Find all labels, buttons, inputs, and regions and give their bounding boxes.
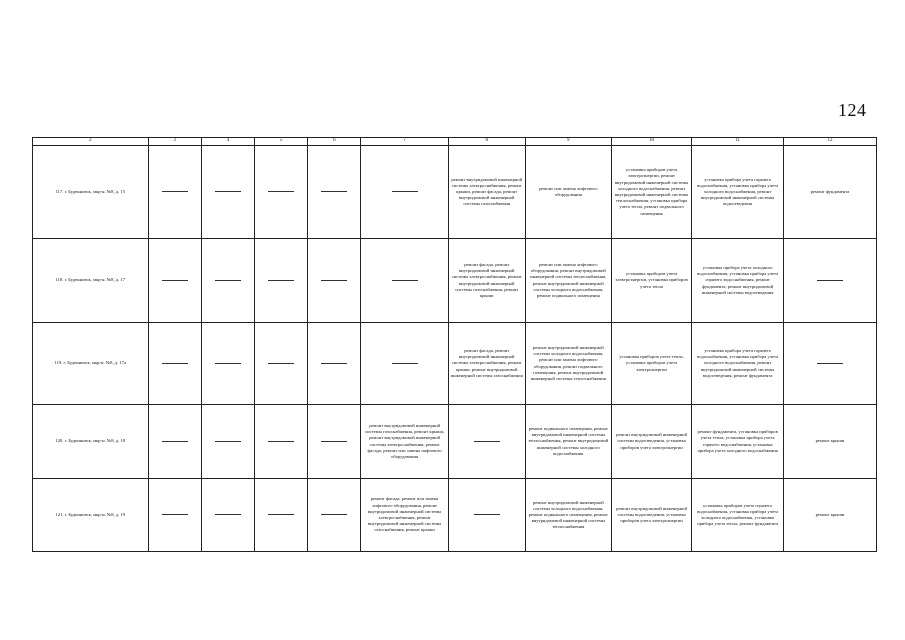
dash-mark [162, 280, 188, 281]
dash-mark [321, 441, 347, 442]
work-cell: ремонт подвального помещения, ремонт внутридомовой инженерной системы теплоснабжения, ремонт внутридомовой инженерной системы холодного водоснабжения [525, 405, 611, 479]
work-cell: установка прибора учета холодного водоснабжения, установка прибора учета горячего водоснабжения, ремонт фундамента, ремонт внутридомовой инженерной системы водоотведения [692, 239, 784, 323]
empty-cell [255, 405, 308, 479]
empty-cell [148, 405, 201, 479]
column-header: 6 [308, 138, 361, 146]
page-number: 124 [838, 100, 867, 120]
row-number: 118. [55, 277, 64, 283]
work-cell: установка приборов учета электроэнергии, ремонт внутридомовой инженерной системы холодного водоснабжения, ремонт внутридомовой инженерной системы теплоснабжения, установка прибора учета тепла, ремонт подвального помещения [611, 146, 691, 239]
address-text: г. Буденновск, мкр-н. №8, д. 17 [64, 277, 125, 283]
address-text: г. Буденновск, мкр-н. №8, д. 18 [64, 438, 126, 444]
row-number: 120. [55, 438, 64, 444]
address-cell [33, 239, 149, 323]
dash-mark [215, 280, 241, 281]
work-cell: установка приборов учета горячего водоснабжения, установка прибора учета холодного водоснабжения, установка прибора учета тепла, ремонт фундамента [692, 479, 784, 552]
column-header: 3 [148, 138, 201, 146]
address-cell [33, 479, 149, 552]
dash-mark [215, 191, 241, 192]
work-cell: установка прибора учета горячего водоснабжения, установка прибора учета холодного водоснабжения, ремонт внутридомовой инженерной системы водоотведения, ремонт фундамента [692, 323, 784, 405]
dash-mark [392, 363, 418, 364]
dash-mark [321, 191, 347, 192]
column-header: 12 [784, 138, 877, 146]
column-header: 2 [33, 138, 149, 146]
empty-cell [308, 239, 361, 323]
address-cell [33, 146, 149, 239]
dash-mark [321, 280, 347, 281]
row-number: 117. [55, 188, 64, 194]
empty-cell [308, 323, 361, 405]
address-text: г. Буденновск, мкр-н. №8, д. 19 [64, 511, 126, 517]
work-cell: ремонт или замена лифтового оборудования [525, 146, 611, 239]
dash-mark [162, 363, 188, 364]
dash-mark [215, 441, 241, 442]
dash-mark [268, 441, 294, 442]
address-cell [33, 323, 149, 405]
column-header: 9 [525, 138, 611, 146]
empty-cell [361, 239, 448, 323]
work-cell: ремонт внутридомовой инженерной системы водоотведения, установка приборов учета электроэнергии [611, 405, 691, 479]
dash-mark [392, 280, 418, 281]
empty-cell [361, 146, 448, 239]
empty-cell [448, 405, 525, 479]
address-cell [33, 405, 149, 479]
work-cell: ремонт крыши [784, 479, 877, 552]
column-number-row [33, 138, 877, 146]
work-cell: ремонт или замена лифтового оборудования, ремонт внутридомовой инженерной системы теплоснабжения, ремонт внутридомовой инженерной системы холодного водоснабжения, ремонт подвального помещения [525, 239, 611, 323]
dash-mark [817, 363, 843, 364]
address-text: г. Буденновск, мкр-н. №8, д. 15 [64, 188, 125, 194]
dash-mark [268, 363, 294, 364]
work-cell: ремонт внутридомовой инженерной системы газоснабжения, ремонт крыши, ремонт внутридомовой инженерной системы электроснабжения, ремонт фасада, ремонт или замена лифтового оборудования [361, 405, 448, 479]
empty-cell [148, 239, 201, 323]
dash-mark [268, 280, 294, 281]
work-cell: ремонт фундамента [784, 146, 877, 239]
address-text: г. Буденновск, мкр-н. №8, д. 17а [63, 360, 127, 366]
dash-mark [321, 514, 347, 515]
empty-cell [201, 479, 254, 552]
dash-mark [474, 441, 500, 442]
empty-cell [784, 239, 877, 323]
empty-cell [201, 146, 254, 239]
table-row [33, 239, 877, 323]
column-header: 7 [361, 138, 448, 146]
empty-cell [255, 323, 308, 405]
dash-mark [162, 441, 188, 442]
column-header: 11 [692, 138, 784, 146]
work-cell: ремонт фундамента, установка приборов учета тепла, установка прибора учета горячего водоснабжения, установка прибора учета холодного водоснабжения [692, 405, 784, 479]
empty-cell [448, 479, 525, 552]
dash-mark [268, 191, 294, 192]
works-table [32, 137, 877, 552]
dash-mark [162, 191, 188, 192]
work-cell: ремонт внутридомовой инженерной системы электроснабжения, ремонт крыши, ремонт фасада, ремонт внутридомовой инженерной системы газоснабжения [448, 146, 525, 239]
empty-cell [148, 479, 201, 552]
work-cell: установка приборов учета электроэнергии, установка приборов учета тепла [611, 239, 691, 323]
row-number: 119. [54, 360, 63, 366]
table-row [33, 146, 877, 239]
dash-mark [162, 514, 188, 515]
dash-mark [215, 514, 241, 515]
work-cell: ремонт фасада, ремонт или замена лифтового оборудования, ремонт внутридомовой инженерной системы электроснабжения, ремонт внутридомовой инженерной системы газоснабжения, ремонт крыши [361, 479, 448, 552]
work-cell: ремонт внутридомовой инженерной системы водоотведения, установка приборов учета электроэнергии [611, 479, 691, 552]
empty-cell [148, 323, 201, 405]
work-cell: ремонт внутридомовой инженерной системы холодного водоснабжения, ремонт подвального помещения, ремонт внутридомовой инженерной системы теплоснабжения [525, 479, 611, 552]
table-row [33, 405, 877, 479]
work-cell: установка прибора учета горячего водоснабжения, установка прибора учета холодного водоснабжения, ремонт внутридомовой инженерной системы водоотведения [692, 146, 784, 239]
column-header: 10 [611, 138, 691, 146]
column-header: 5 [255, 138, 308, 146]
empty-cell [201, 239, 254, 323]
empty-cell [308, 146, 361, 239]
empty-cell [308, 479, 361, 552]
column-header: 4 [201, 138, 254, 146]
empty-cell [255, 239, 308, 323]
dash-mark [321, 363, 347, 364]
dash-mark [268, 514, 294, 515]
row-number: 121. [55, 511, 64, 517]
table-row [33, 323, 877, 405]
empty-cell [255, 146, 308, 239]
table-row [33, 479, 877, 552]
empty-cell [201, 405, 254, 479]
work-cell: ремонт внутридомовой инженерной системы холодного водоснабжения, ремонт или замена лифтового оборудования, ремонт подвального помещения, ремонт внутридомовой инженерной системы теплоснабжения [525, 323, 611, 405]
dash-mark [817, 280, 843, 281]
work-cell: ремонт фасада, ремонт внутридомовой инженерной системы электроснабжения, ремонт крыши, ремонт внутридомовой инженерной системы газоснабжения [448, 323, 525, 405]
empty-cell [255, 479, 308, 552]
empty-cell [148, 146, 201, 239]
work-cell: ремонт фасада, ремонт внутридомовой инженерной системы электроснабжения, ремонт внутридомовой инженерной системы газоснабжения, ремонт крыши [448, 239, 525, 323]
dash-mark [474, 514, 500, 515]
empty-cell [784, 323, 877, 405]
dash-mark [392, 191, 418, 192]
dash-mark [215, 363, 241, 364]
work-cell: ремонт крыши [784, 405, 877, 479]
empty-cell [201, 323, 254, 405]
column-header: 8 [448, 138, 525, 146]
work-cell: установка приборов учета тепла, установка приборов учета электроэнергии [611, 323, 691, 405]
empty-cell [308, 405, 361, 479]
empty-cell [361, 323, 448, 405]
